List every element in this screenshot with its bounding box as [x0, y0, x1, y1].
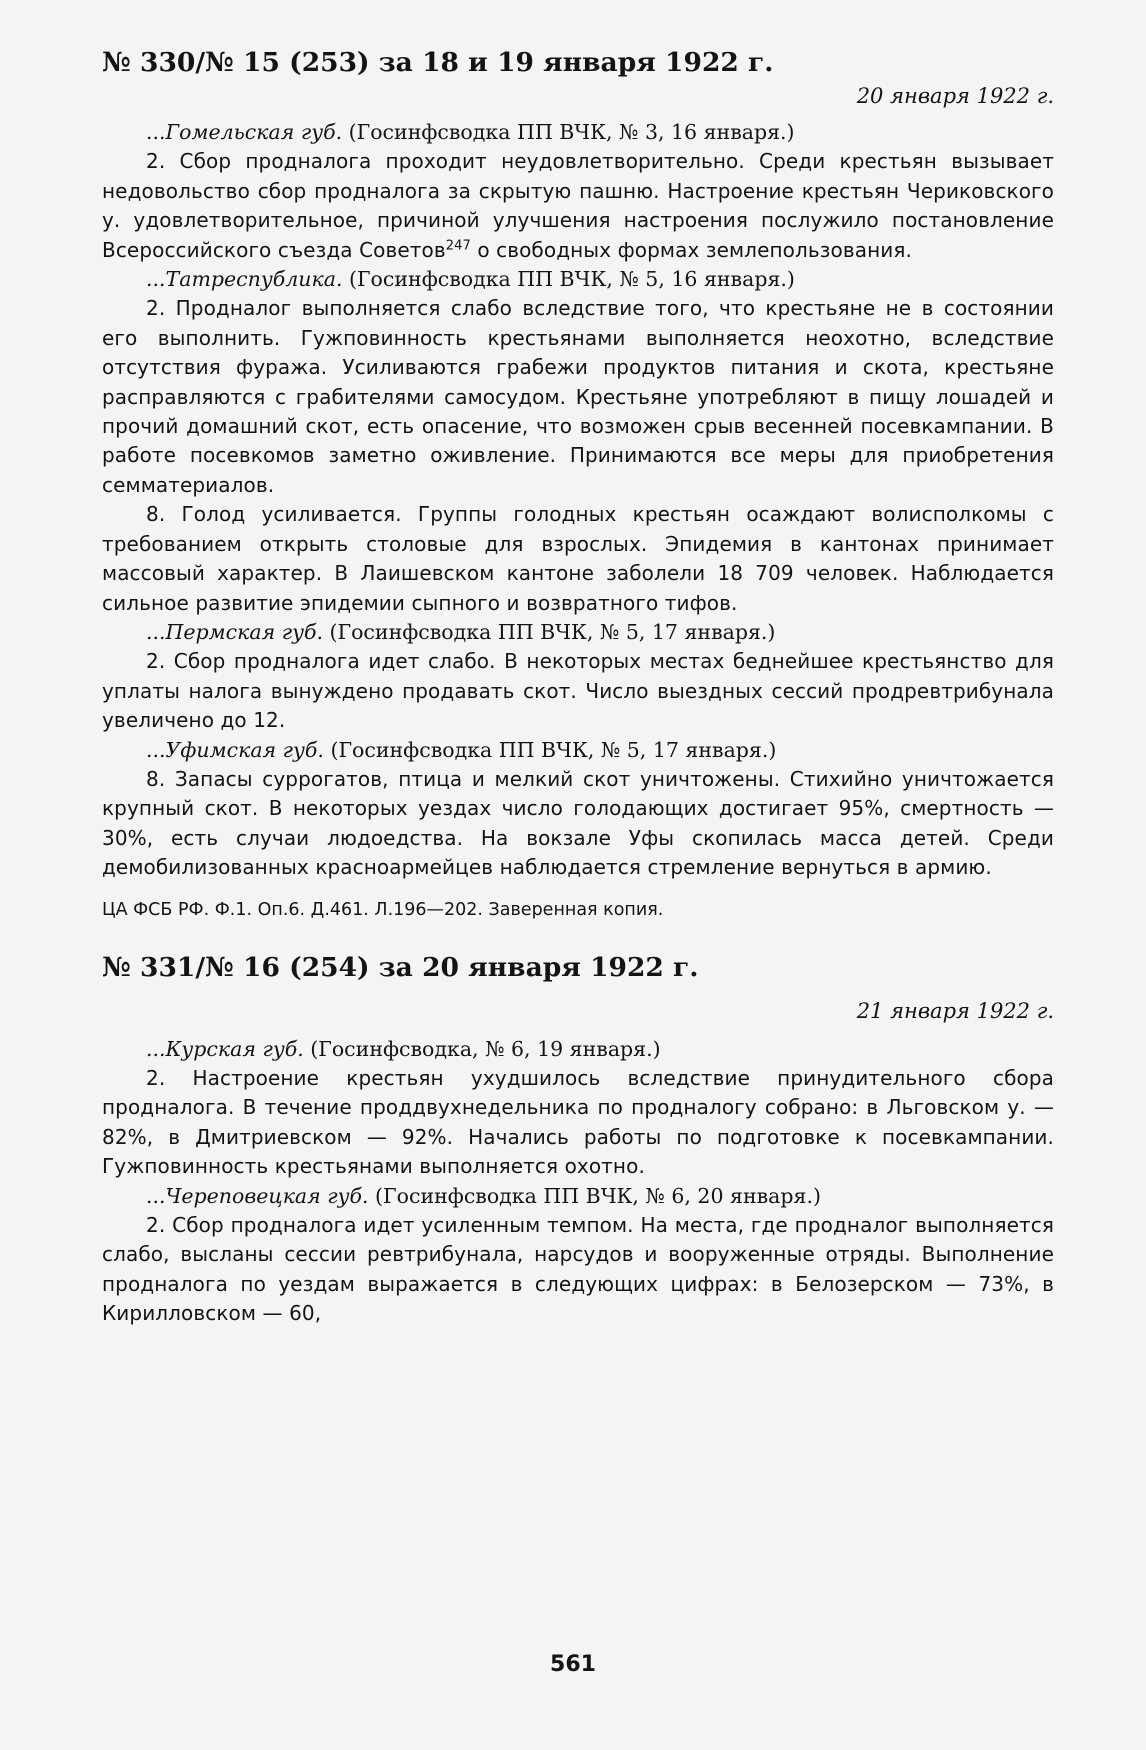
report-paragraph: 8. Голод усиливается. Группы голодных крестьян осаждают волисполкомы с требованием открыть столовые для взрослых. Эпидемия в кантонах принимает массовый характер. В Лаишевском кантоне заболели 18 709 человек. Наблюдается сильное развитие эпидемии сыпного и возвратного тифов.	[102, 502, 1054, 615]
doc330-heading: № 330/№ 15 (253) за 18 и 19 января 1922 г.	[102, 47, 774, 78]
source-ref: (Госинфсводка ПП ВЧК, № 5, 16 января.)	[342, 267, 795, 292]
report-paragraph: 2. Продналог выполняется слабо вследствие того, что крестьяне не в состоянии его выполнить. Гужповинность крестьянами выполняется неохотно, вследствие отсутствия фуража. Усиливаются грабежи продуктов питания и скота, крестьяне расправляются с грабителями самосудом. Крестьяне употребляют в пищу лошадей и прочий домашний скот, есть опасение, что возможен срыв весенней посевкампании. В работе посевкомов заметно оживление. Принимаются все меры для приобретения семматериалов.	[102, 296, 1054, 497]
paragraph-text: 2. Сбор продналога проходит неудовлетворительно. Среди крестьян вызывает недовольство сбор продналога за скрытую пашню. Настроение крестьян Чериковского у. удовлетворительное, причиной улучшения настроения послужило постановление Всероссийского съезда Советов	[102, 149, 1054, 262]
region-name: ...Курская губ.	[146, 1036, 304, 1061]
report-paragraph: 2. Сбор продналога идет слабо. В некоторых местах беднейшее крестьянство для уплаты налога вынуждено продавать скот. Число выездных сессий продревтрибунала увеличено до 12.	[102, 649, 1054, 733]
source-ref: (Госинфсводка ПП ВЧК, № 5, 17 января.)	[323, 737, 777, 762]
source-line	[102, 618, 1054, 647]
source-ref: (Госинфсводка ПП ВЧК, № 3, 16 января.)	[342, 120, 795, 144]
source-line	[102, 1035, 1054, 1064]
doc331-heading: № 331/№ 16 (254) за 20 января 1922 г.	[102, 951, 699, 983]
source-line	[102, 265, 1054, 294]
region-name: ...Гомельская губ.	[146, 120, 343, 144]
doc330-date: 20 января 1922 г.	[856, 84, 1054, 108]
source-ref: (Госинфсводка, № 6, 19 января.)	[303, 1036, 661, 1061]
report-paragraph: 2. Сбор продналога идет усиленным темпом. На места, где продналог выполняется слабо, высланы сессии ревтрибунала, нарсудов и вооруженные отряды. Выполнение продналога по уездам выражается в следующих цифрах: в Белозерском — 73%, в Кирилловском — 60,	[102, 1213, 1054, 1326]
footnote-ref: 247	[445, 237, 471, 253]
report-paragraph: 2. Настроение крестьян ухудшилось вследствие принудительного сбора продналога. В течение проддвухнедельника по продналогу собрано: в Льговском у. — 82%, в Дмитриевском — 92%. Начались работы по подготовке к посевкампании. Гужповинность крестьянами выполняется охотно.	[102, 1065, 1054, 1179]
page-number: 561	[550, 1652, 596, 1677]
source-line	[102, 736, 1054, 765]
region-name: ...Пермская губ.	[146, 619, 323, 644]
source-line	[102, 1182, 1054, 1211]
page-content	[102, 46, 1054, 1329]
report-paragraph: 8. Запасы суррогатов, птица и мелкий скот уничтожены. Стихийно уничтожается крупный скот. В некоторых уездах число голодающих достигает 95%, смертность — 30%, есть случаи людоедства. На вокзале Уфы скопилась масса детей. Среди демобилизованных красноармейцев наблюдается стремление вернуться в армию.	[102, 766, 1054, 880]
report-paragraph	[102, 147, 1054, 265]
archive-citation: ЦА ФСБ РФ. Ф.1. Оп.6. Д.461. Л.196—202. Заверенная копия.	[102, 899, 664, 920]
region-name: ...Череповецкая губ.	[146, 1183, 369, 1208]
paragraph-text-cont: о свободных формах землепользования.	[470, 237, 912, 262]
source-ref: (Госинфсводка ПП ВЧК, № 6, 20 января.)	[368, 1183, 821, 1208]
doc331-date: 21 января 1922 г.	[856, 998, 1054, 1023]
region-name: ...Уфимская губ.	[146, 737, 324, 762]
source-line	[102, 118, 1054, 147]
source-ref: (Госинфсводка ПП ВЧК, № 5, 17 января.)	[323, 619, 776, 644]
region-name: ...Татреспублика.	[146, 267, 343, 292]
